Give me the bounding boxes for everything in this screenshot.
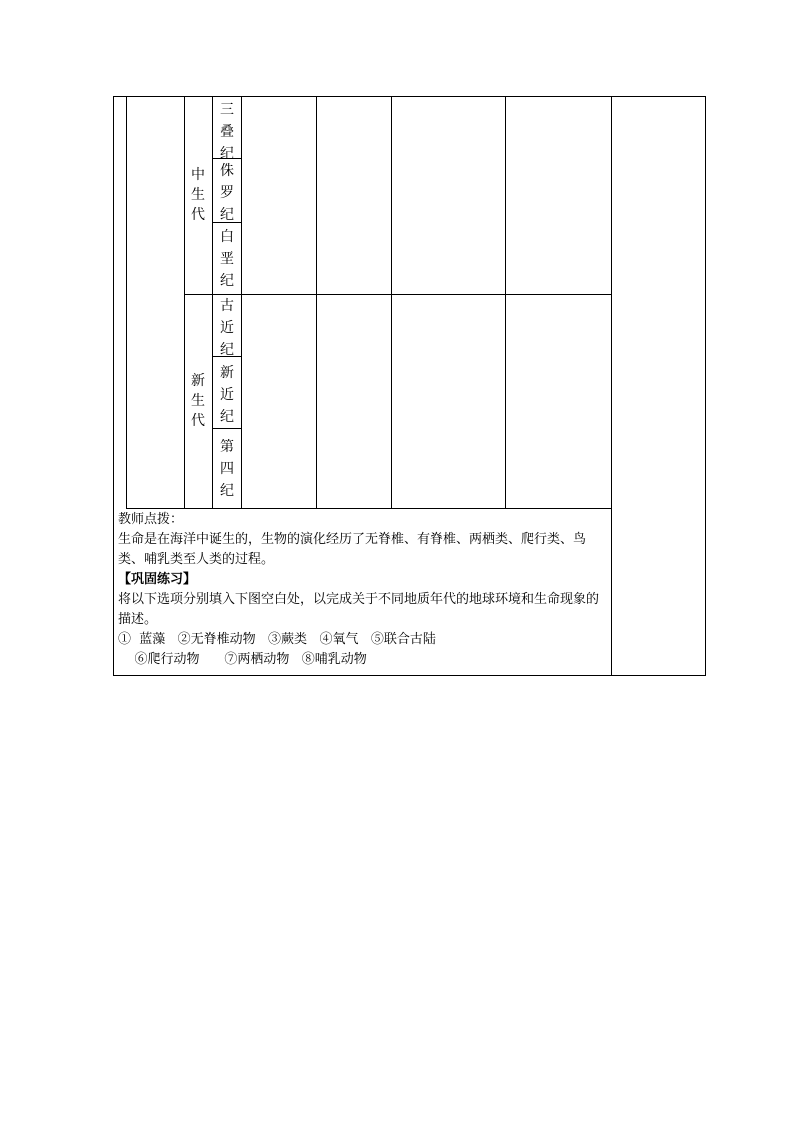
practice-text: 将以下选项分别填入下图空白处，以完成关于不同地质年代的地球环境和生命现象的描述。 (118, 592, 600, 627)
period-label-jurassic: 侏 罗 纪 (220, 163, 234, 223)
table-top-border (113, 96, 706, 97)
period-label-quaternary: 第 四 纪 (220, 439, 234, 499)
column-divider (126, 96, 127, 508)
practice-heading: 【巩固练习】 (118, 572, 197, 587)
table-left-border (113, 96, 114, 676)
era-label-cenozoic: 新 生 代 (191, 373, 205, 429)
column-divider (391, 96, 392, 508)
period-divider (212, 428, 241, 429)
period-label-paleogene: 古 近 纪 (220, 298, 234, 358)
notes-top-border (126, 508, 611, 509)
era-divider (184, 294, 611, 295)
table-right-border (705, 96, 706, 676)
column-divider (241, 96, 242, 508)
table-bottom-border (113, 675, 706, 676)
column-divider (611, 96, 612, 676)
period-label-neogene: 新 近 纪 (220, 365, 234, 425)
options-line-2: ⑥爬行动物 ⑦两栖动物 ⑧哺乳动物 (118, 652, 367, 667)
options-line-1: ① 蓝藻 ②无脊椎动物 ③蕨类 ④氧气 ⑤联合古陆 (118, 632, 436, 647)
teacher-text: 生命是在海洋中诞生的，生物的演化经历了无脊椎、有脊椎、两栖类、爬行类、鸟类、哺乳类至人类的过程。 (118, 532, 587, 567)
column-divider (184, 96, 185, 508)
column-divider (505, 96, 506, 508)
period-label-triassic: 三 叠 纪 (220, 102, 234, 162)
column-divider (316, 96, 317, 508)
period-label-cretaceous: 白 垩 纪 (220, 229, 234, 289)
notes-section (118, 510, 610, 670)
teacher-heading: 教师点拨： (118, 512, 184, 527)
era-label-mesozoic: 中 生 代 (191, 167, 205, 223)
